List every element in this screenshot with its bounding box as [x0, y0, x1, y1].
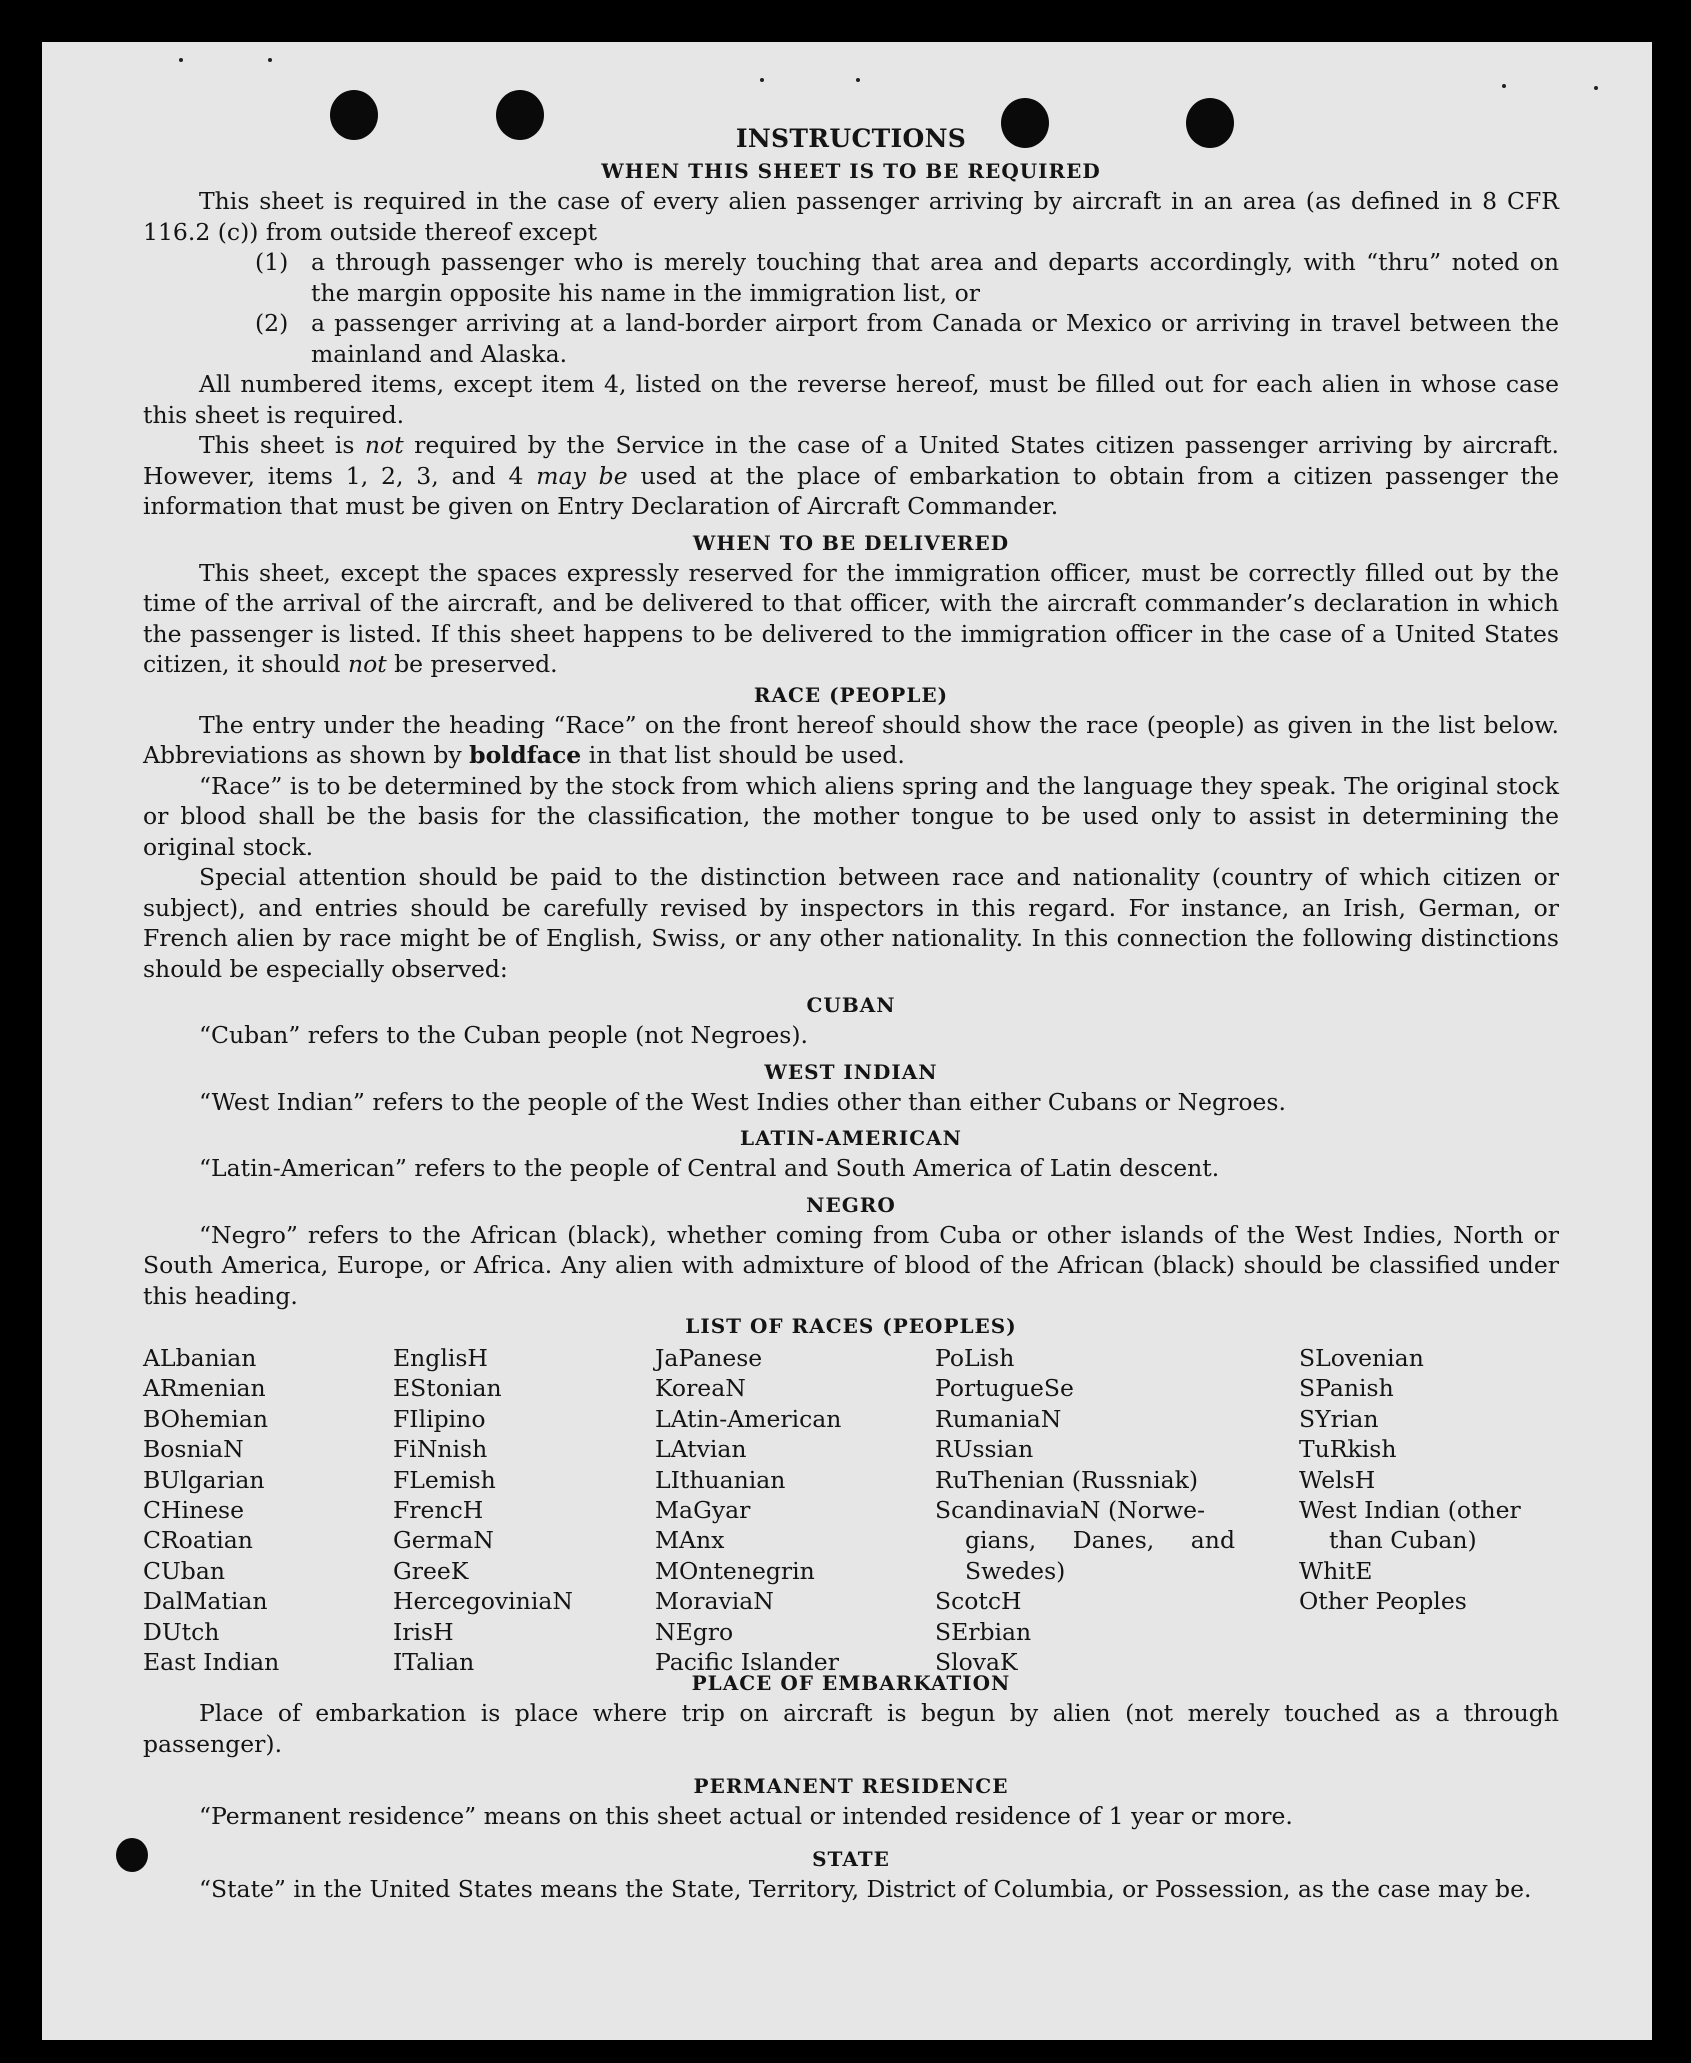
heading-cuban: CUBAN	[806, 993, 896, 1017]
race-item: ITalian	[393, 1648, 475, 1677]
race-item: EStonian	[393, 1374, 502, 1403]
speck	[268, 58, 272, 62]
race-item: BosniaN	[143, 1435, 244, 1464]
heading-latin-american: LATIN-AMERICAN	[740, 1126, 962, 1150]
race-item: MaGyar	[655, 1496, 751, 1525]
race-item: RUssian	[935, 1435, 1034, 1464]
race-item: SYrian	[1299, 1404, 1379, 1433]
race-item: ScandinaviaN (Norwe-	[935, 1496, 1206, 1525]
race-item: ARmenian	[143, 1374, 266, 1403]
paragraph-delivered	[143, 558, 1559, 680]
race-item: SPanish	[1299, 1374, 1394, 1403]
paragraph-west-indian: “West Indian” refers to the people of the West Indies other than either Cubans or Negroes.	[199, 1087, 1286, 1116]
speck	[179, 58, 183, 62]
text-run-bold: boldface	[469, 741, 582, 769]
paragraph-place-of-embarkation: Place of embarkation is place where trip on aircraft is begun by alien (not merely touched as a through passenger).	[143, 1699, 1559, 1758]
race-item: GreeK	[393, 1556, 469, 1585]
exception-item-2	[143, 308, 1559, 369]
text-run: required by the Service in the case of a United States citizen passenger arriving by aircraft. However, items 1, 2, 3, and 4	[143, 431, 1559, 490]
race-item: WelsH	[1299, 1465, 1376, 1494]
race-item: PortugueSe	[935, 1374, 1074, 1403]
heading-when-required: WHEN THIS SHEET IS TO BE REQUIRED	[601, 159, 1101, 183]
text-run: This sheet, except the spaces expressly reserved for the immigration officer, must be correctly filled out by the time of the arrival of the aircraft, and be delivered to that officer, with the aircraft commander’s declaration in which the passenger is listed. If this sheet happens to be delivered to the immigration officer in the case of a United States citizen, it should	[143, 558, 1559, 678]
race-item: DalMatian	[143, 1587, 268, 1616]
race-item: LAtin-American	[655, 1404, 842, 1433]
speck	[760, 78, 764, 82]
exception-text: a through passenger who is merely touching that area and departs accordingly, with “thru” noted on the margin opposite his name in the immigration list, or	[311, 248, 1559, 307]
exception-item-1	[143, 247, 1559, 308]
paragraph-citizen	[143, 430, 1559, 522]
race-item: GermaN	[393, 1526, 494, 1555]
race-item: gians, Danes, and	[965, 1526, 1235, 1555]
race-item: ScotcH	[935, 1587, 1022, 1616]
heading-race: RACE (PEOPLE)	[753, 682, 949, 707]
race-item: DUtch	[143, 1617, 220, 1646]
race-item: JaPanese	[655, 1344, 763, 1372]
race-item: SlovaK	[935, 1648, 1018, 1677]
race-item: RuThenian (Russniak)	[935, 1465, 1198, 1494]
race-item: LAtvian	[655, 1435, 747, 1464]
document-page	[42, 42, 1652, 2040]
text-run-italic: may be	[536, 461, 628, 490]
paragraph-required: This sheet is required in the case of every alien passenger arriving by aircraft in an area (as defined in 8 CFR 116.2 (c)) from outside thereof except	[143, 187, 1559, 246]
paragraph-race-entry	[143, 710, 1559, 771]
race-item: MoraviaN	[655, 1587, 774, 1616]
speck	[856, 78, 860, 82]
race-item: NEgro	[655, 1617, 734, 1646]
race-item: CRoatian	[143, 1526, 253, 1555]
race-item: ALbanian	[143, 1344, 257, 1372]
text-run-italic: not	[347, 650, 387, 678]
speck	[1594, 86, 1598, 90]
text-run: be preserved.	[386, 650, 558, 678]
paragraph-permanent-residence: “Permanent residence” means on this sheet actual or intended residence of 1 year or more.	[199, 1802, 1293, 1830]
race-item: SErbian	[935, 1617, 1032, 1646]
race-item: LIthuanian	[655, 1465, 786, 1494]
race-item: FIlipino	[393, 1404, 486, 1433]
race-item: KoreaN	[655, 1374, 746, 1403]
race-item: Swedes)	[965, 1556, 1066, 1585]
paragraph-negro: “Negro” refers to the African (black), whether coming from Cuba or other islands of the West Indies, North or South America, Europe, or Africa. Any alien with admixture of blood of the African (black) should be classified under this heading.	[143, 1220, 1559, 1310]
paragraph-cuban: “Cuban” refers to the Cuban people (not Negroes).	[199, 1021, 809, 1049]
race-item: EnglisH	[393, 1344, 488, 1372]
heading-list-of-races: LIST OF RACES (PEOPLES)	[685, 1314, 1017, 1338]
exception-text: a passenger arriving at a land-border airport from Canada or Mexico or arriving in travel between the mainland and Alaska.	[311, 309, 1559, 368]
heading-negro: NEGRO	[806, 1192, 896, 1217]
races-column-4	[935, 1343, 1235, 1677]
paragraph-latin-american: “Latin-American” refers to the people of Central and South America of Latin descent.	[199, 1154, 1220, 1182]
text-run: used at the place of embarkation to obtain from a citizen passenger the information that must be given on Entry Declaration of Aircraft Commander.	[143, 461, 1559, 520]
text-run-italic: not	[364, 431, 404, 459]
races-column-3	[655, 1343, 925, 1677]
races-column-5	[1299, 1343, 1559, 1617]
race-item: than Cuban)	[1329, 1526, 1477, 1555]
speck	[1502, 84, 1506, 88]
paragraph-race-nationality: Special attention should be paid to the distinction between race and nationality (country of which citizen or subject), and entries should be carefully revised by inspectors in this regard. For instance, an Irish, German, or French alien by race might be of English, Swiss, or any other nationality. In this connection the following distinctions should be especially observed:	[143, 863, 1559, 983]
text-run: This sheet is	[199, 431, 365, 459]
race-item: MAnx	[655, 1526, 725, 1555]
races-list	[143, 1343, 1559, 1677]
instructions-content	[143, 122, 1559, 1904]
race-item: West Indian (other	[1299, 1496, 1521, 1525]
race-item: CUban	[143, 1556, 225, 1585]
heading-place-of-embarkation: PLACE OF EMBARKATION	[691, 1671, 1011, 1695]
text-run: in that list should be used.	[581, 741, 905, 769]
race-item: SLovenian	[1299, 1344, 1424, 1372]
race-item: WhitE	[1299, 1556, 1373, 1585]
paragraph-race-stock: “Race” is to be determined by the stock from which aliens spring and the language they speak. The original stock or blood shall be the basis for the classification, the mother tongue to be used only to assist in determining the original stock.	[143, 771, 1559, 861]
race-item: FrencH	[393, 1496, 484, 1525]
heading-west-indian: WEST INDIAN	[764, 1059, 938, 1084]
paragraph-numbered-items: All numbered items, except item 4, listed on the reverse hereof, must be filled out for each alien in whose case this sheet is required.	[143, 370, 1559, 429]
race-item: TuRkish	[1299, 1435, 1397, 1464]
heading-permanent-residence: PERMANENT RESIDENCE	[693, 1774, 1009, 1798]
race-item: IrisH	[393, 1617, 454, 1646]
races-column-2	[393, 1343, 643, 1677]
race-item: HercegoviniaN	[393, 1587, 573, 1616]
exception-number: (2)	[255, 309, 289, 337]
race-item: FiNnish	[393, 1435, 488, 1464]
page-title: INSTRUCTIONS	[735, 124, 967, 153]
exception-number: (1)	[255, 248, 289, 276]
race-item: BOhemian	[143, 1404, 268, 1433]
race-item: Other Peoples	[1299, 1587, 1467, 1616]
race-item: PoLish	[935, 1344, 1015, 1372]
race-item: MOntenegrin	[655, 1556, 815, 1585]
text-run: The entry under the heading “Race” on the front hereof should show the race (people) as given in the list below. Abbreviations as shown by	[143, 710, 1559, 769]
race-item: Pacific Islander	[655, 1648, 839, 1677]
heading-when-delivered: WHEN TO BE DELIVERED	[692, 530, 1010, 555]
race-item: FLemish	[393, 1465, 496, 1494]
paragraph-state: “State” in the United States means the State, Territory, District of Columbia, or Possession, as the case may be.	[199, 1874, 1532, 1903]
heading-state: STATE	[812, 1846, 890, 1871]
races-column-1	[143, 1343, 373, 1677]
race-item: East Indian	[143, 1648, 280, 1677]
race-item: RumaniaN	[935, 1404, 1062, 1433]
race-item: CHinese	[143, 1496, 244, 1525]
race-item: BUlgarian	[143, 1465, 265, 1494]
